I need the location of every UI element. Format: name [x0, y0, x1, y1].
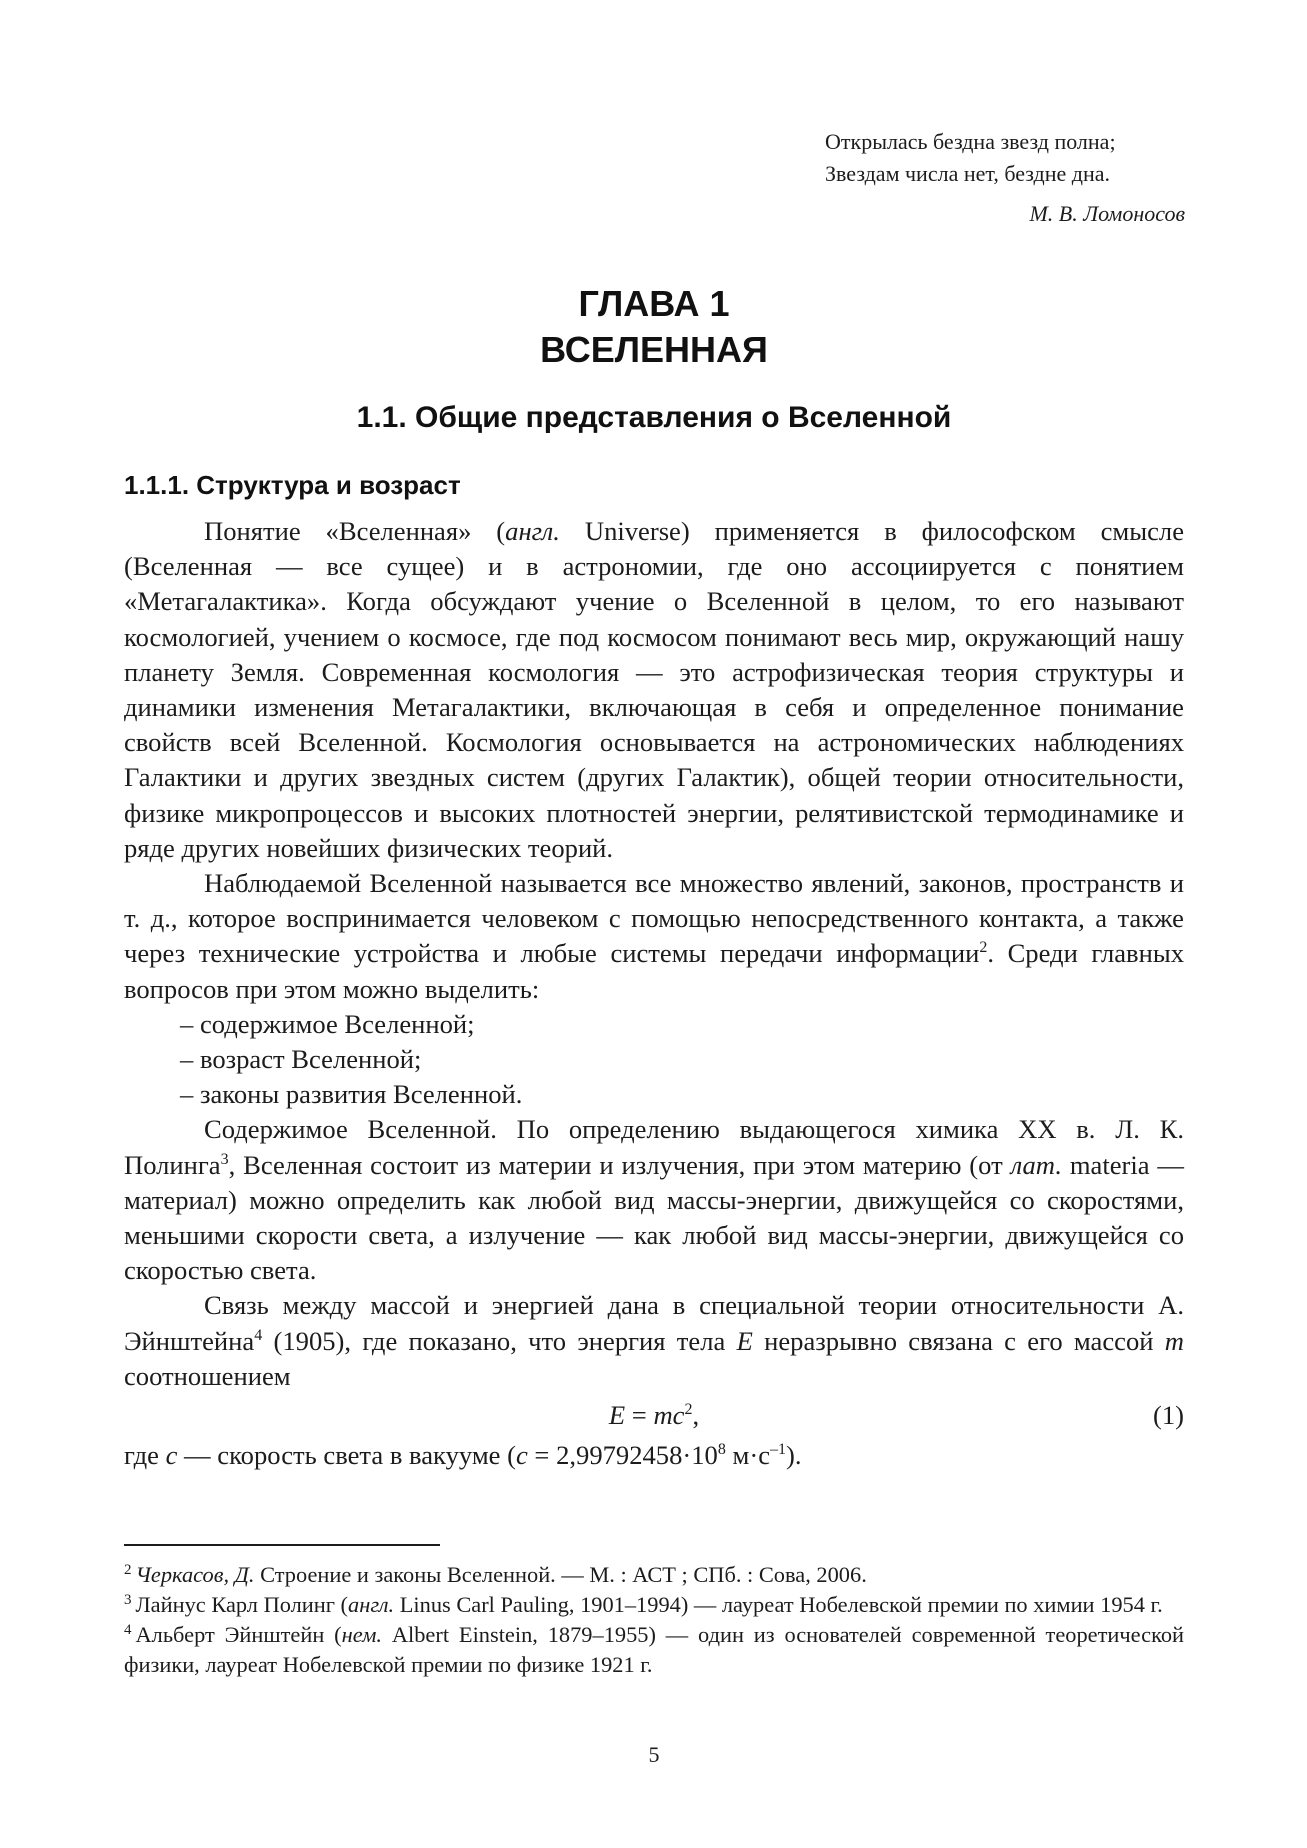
footnotes [124, 1560, 1184, 1680]
variable-m: m [1164, 1325, 1185, 1356]
variable-c: c [515, 1440, 528, 1471]
variable-c: c [165, 1440, 178, 1471]
footnote-divider [124, 1544, 440, 1546]
page-number: 5 [648, 1742, 660, 1767]
formula-row [124, 1398, 1184, 1438]
text-span: Наблюдаемой Вселенной называется все множество явлений, законов, пространств и т. д., которое воспринимается человеком с помощью непосредственного контакта, а также через технические устройства и любые системы передачи информации [124, 868, 1184, 969]
list-item: – содержимое Вселенной; [180, 1008, 475, 1039]
language-abbrev: нем. [341, 1622, 382, 1648]
formula [124, 1398, 1184, 1433]
text-span: . Среди главных вопросов при этом можно выделить: [124, 938, 1185, 1004]
formula-comma: , [692, 1400, 700, 1431]
footnote-ref-2[interactable]: 2 [979, 939, 988, 957]
footnote-text: Albert Einstein, 1879–1955) — один из основателей современной теоретической физики, лауреат Нобелевской премии по физике 1921 г. [124, 1622, 1184, 1677]
text-span: соотношением [124, 1360, 291, 1391]
formula-number: (1) [1152, 1400, 1184, 1431]
footnote-text: Строение и законы Вселенной. — М. : АСТ ; СПб. : Сова, 2006. [254, 1562, 867, 1587]
section-title: 1.1. Общие представления о Вселенной [356, 401, 952, 434]
text-span: Понятие «Вселенная» ( [204, 516, 506, 546]
formula-var-mc: mc [653, 1400, 685, 1431]
language-abbrev: лат. [1010, 1149, 1062, 1180]
chapter-number: ГЛАВА 1 [578, 283, 730, 324]
paragraph-5 [124, 1438, 1184, 1473]
paragraph-3 [124, 1112, 1184, 1288]
epigraph [825, 126, 1185, 230]
text-span: неразрывно связана с его массой [752, 1325, 1165, 1356]
text-span: ). [786, 1440, 802, 1471]
footnote-ref-4[interactable]: 4 [254, 1326, 263, 1344]
epigraph-line-2: Звездам числа нет, бездне дна. [825, 161, 1111, 186]
language-abbrev: англ. [348, 1592, 395, 1618]
footnote-number: 2 [124, 1561, 132, 1578]
text-span: Связь между массой и энергией дана в специальной теории относительности А. Эйнштейна [124, 1290, 1184, 1356]
text-span: где [124, 1440, 166, 1471]
variable-e: E [736, 1325, 753, 1356]
body-text [124, 514, 1184, 1473]
text-span: — скорость света в вакууме ( [177, 1440, 516, 1471]
language-abbrev: англ. [505, 516, 560, 546]
formula-var-e: E [608, 1400, 626, 1431]
text-span: Universe) применяется в философском смысле (Вселенная — все сущее) и в астрономии, где оно ассоциируется с понятием «Метагалактика». Когда обсуждают учение о Вселенной в целом, то его называют космологией, учением о космосе, где под космосом понимают весь мир, окружающий нашу планету Земля. Современная космология — это астрофизическая теория структуры и динамики изменения Метагалактики, включающая в себя и определенное понимание свойств всей Вселенной. Космология основывается на астрономических наблюдениях Галактики и других звездных систем (других Галактик), общей теории относительности, физике микропроцессов и высоких плотностей энергии, релятивистской термодинамике и ряде других новейших физических теорий. [124, 516, 1184, 863]
text-span: materia — материал) можно определить как любой вид массы-энергии, движущейся со скоростями, меньшими скорости света, а излучение — как любой вид массы-энергии, движущейся со скоростью света. [124, 1149, 1184, 1286]
footnote-3 [124, 1590, 1184, 1619]
formula-exponent: 2 [684, 1401, 693, 1419]
paragraph-4 [124, 1288, 1184, 1394]
text-span: = 2,99792458·10 [527, 1440, 718, 1471]
list-item: – законы развития Вселенной. [180, 1079, 523, 1110]
chapter-title: ВСЕЛЕННАЯ [540, 329, 768, 370]
text-span: (1905), где показано, что энергия тела [262, 1325, 737, 1356]
footnote-4 [124, 1620, 1184, 1678]
footnote-author: Черкасов, Д. [135, 1562, 255, 1587]
footnote-2 [124, 1560, 1184, 1589]
epigraph-author: М. В. Ломоносов [1029, 201, 1185, 226]
question-list [124, 1007, 1184, 1113]
subsection-title: 1.1.1. Структура и возраст [124, 470, 461, 500]
footnote-text: Linus Carl Pauling, 1901–1994) — лауреат Нобелевской премии по химии 1954 г. [394, 1592, 1163, 1618]
footnote-number: 4 [124, 1621, 132, 1638]
exponent: 8 [717, 1441, 726, 1459]
text-span: м·с [725, 1440, 770, 1471]
list-item: – возраст Вселенной; [180, 1044, 422, 1075]
paragraph-1 [124, 514, 1184, 866]
footnote-ref-3[interactable]: 3 [220, 1150, 229, 1168]
formula-equals: = [625, 1400, 654, 1431]
footnote-text: Альберт Эйнштейн ( [135, 1622, 342, 1648]
paragraph-2 [124, 866, 1184, 1007]
text-span: Содержимое Вселенной. По определению выдающегося химика XX в. Л. К. Полинга [124, 1114, 1184, 1180]
footnote-text: Лайнус Карл Полинг ( [135, 1592, 349, 1618]
text-span: , Вселенная состоит из материи и излучения, при этом материю (от [228, 1149, 1011, 1180]
exponent: –1 [770, 1441, 786, 1459]
footnote-number: 3 [124, 1591, 132, 1608]
epigraph-line-1: Открылась бездна звезд полна; [825, 129, 1116, 154]
